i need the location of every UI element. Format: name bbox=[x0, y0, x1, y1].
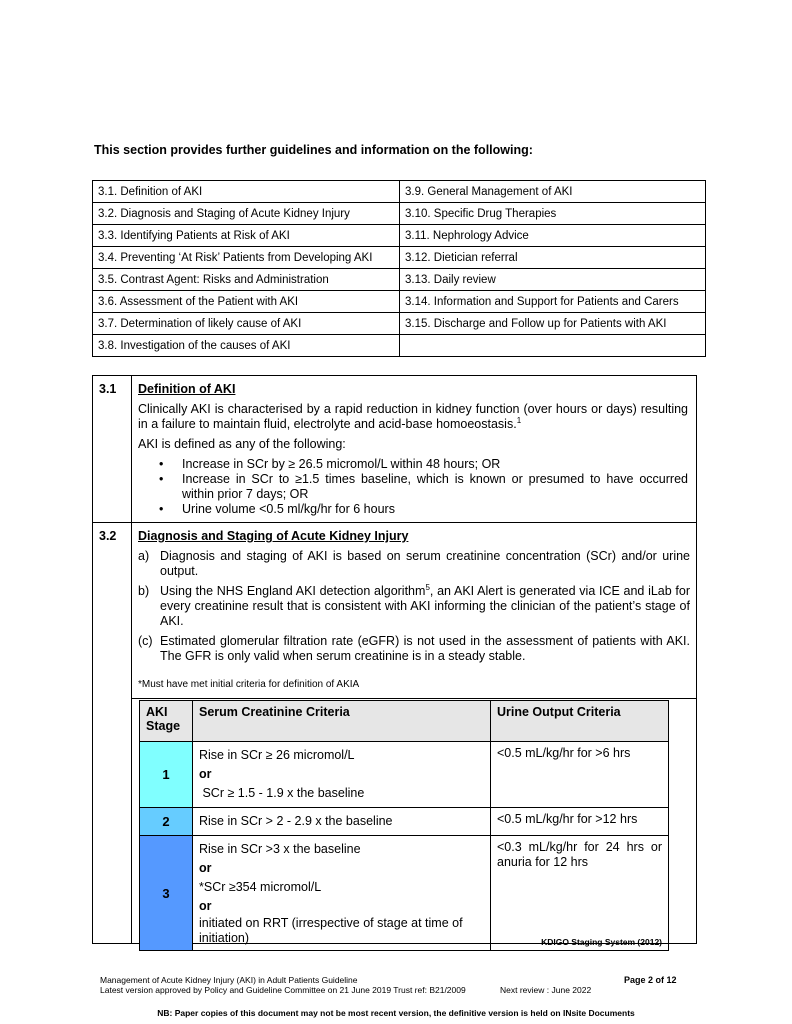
contents-cell: 3.13. Daily review bbox=[400, 269, 706, 291]
contents-cell bbox=[400, 335, 706, 357]
stage-cell: 3 bbox=[140, 836, 193, 951]
table-row bbox=[140, 808, 669, 836]
divider bbox=[131, 376, 132, 522]
section-number: 3.1 bbox=[99, 382, 117, 396]
aki-staging-table bbox=[139, 700, 669, 951]
column-header: Urine Output Criteria bbox=[491, 701, 669, 742]
list-item: • Increase in SCr by ≥ 26.5 micromol/L within 48 hours; OR bbox=[159, 457, 688, 472]
contents-cell: 3.2. Diagnosis and Staging of Acute Kidney Injury bbox=[93, 203, 400, 225]
contents-cell: 3.7. Determination of likely cause of AKI bbox=[93, 313, 400, 335]
table-row bbox=[93, 181, 706, 203]
footer-title: Management of Acute Kidney Injury (AKI) in Adult Patients Guideline bbox=[100, 975, 358, 985]
row-divider bbox=[131, 698, 696, 699]
column-header: Serum Creatinine Criteria bbox=[193, 701, 491, 742]
urine-cell: <0.3 mL/kg/hr for 24 hrs or anuria for 12 hrs KDIGO Staging System (2012) bbox=[491, 836, 669, 951]
contents-cell: 3.8. Investigation of the causes of AKI bbox=[93, 335, 400, 357]
creatinine-cell: Rise in SCr >3 x the baseline or *SCr ≥354 micromol/L or initiated on RRT (irrespective of stage at time of initiation) bbox=[193, 836, 491, 951]
section-3-1 bbox=[93, 376, 696, 522]
footnote: *Must have met initial criteria for definition of AKIA bbox=[138, 679, 360, 690]
table-row bbox=[93, 247, 706, 269]
contents-cell: 3.4. Preventing ‘At Risk’ Patients from Developing AKI bbox=[93, 247, 400, 269]
list-item-a: a) Diagnosis and staging of AKI is based on serum creatinine concentration (SCr) and/or urine output. bbox=[138, 549, 690, 578]
contents-cell: 3.11. Nephrology Advice bbox=[400, 225, 706, 247]
reference-mark: 1 bbox=[516, 416, 522, 425]
table-row bbox=[93, 269, 706, 291]
urine-cell: <0.5 mL/kg/hr for >12 hrs bbox=[491, 808, 669, 836]
list-item-c: (c) Estimated glomerular filtration rate (eGFR) is not used in the assessment of patients with AKI. The GFR is only valid when serum creatinine is in a steady stable. bbox=[138, 634, 690, 663]
section-title: Diagnosis and Staging of Acute Kidney Injury bbox=[138, 529, 409, 543]
page-footer bbox=[100, 975, 690, 995]
table-row bbox=[93, 313, 706, 335]
definition-list bbox=[159, 457, 688, 517]
definition-intro: AKI is defined as any of the following: bbox=[138, 437, 346, 451]
table-row bbox=[93, 225, 706, 247]
contents-cell: 3.6. Assessment of the Patient with AKI bbox=[93, 291, 400, 313]
page-number: Page 2 of 12 bbox=[624, 975, 677, 985]
contents-cell: 3.3. Identifying Patients at Risk of AKI bbox=[93, 225, 400, 247]
stage-cell: 2 bbox=[140, 808, 193, 836]
contents-cell: 3.5. Contrast Agent: Risks and Administration bbox=[93, 269, 400, 291]
section-number: 3.2 bbox=[99, 529, 117, 543]
table-row bbox=[93, 291, 706, 313]
contents-table bbox=[92, 180, 706, 357]
creatinine-cell: Rise in SCr > 2 - 2.9 x the baseline bbox=[193, 808, 491, 836]
contents-cell: 3.12. Dietician referral bbox=[400, 247, 706, 269]
table-row bbox=[140, 836, 669, 951]
contents-cell: 3.1. Definition of AKI bbox=[93, 181, 400, 203]
footer-approval: Latest version approved by Policy and Guideline Committee on 21 June 2019 Trust ref: B21/2009 bbox=[100, 985, 466, 995]
intro-text: This section provides further guidelines and information on the following: bbox=[94, 143, 533, 157]
table-row bbox=[93, 335, 706, 357]
next-review: Next review : June 2022 bbox=[500, 985, 592, 995]
divider bbox=[131, 523, 132, 943]
footer-note: NB: Paper copies of this document may not be most recent version, the definitive version is held on INsite Documents bbox=[157, 1008, 635, 1018]
list-item: • Urine volume <0.5 ml/kg/hr for 6 hours bbox=[159, 502, 688, 517]
list-item-b: b) Using the NHS England AKI detection algorithm$^5$, an AKI Alert is generated via ICE and iLab for every creatinine result that is consistent with AKI informing the clinician of the patient’s stage of AKI. bbox=[138, 583, 690, 628]
table-source: KDIGO Staging System (2012) bbox=[541, 937, 662, 947]
contents-cell: 3.10. Specific Drug Therapies bbox=[400, 203, 706, 225]
column-header: AKI Stage bbox=[140, 701, 193, 742]
stage-cell: 1 bbox=[140, 742, 193, 808]
creatinine-cell: Rise in SCr ≥ 26 micromol/L or SCr ≥ 1.5 - 1.9 x the baseline bbox=[193, 742, 491, 808]
table-header-row bbox=[140, 701, 669, 742]
contents-cell: 3.9. General Management of AKI bbox=[400, 181, 706, 203]
contents-cell: 3.14. Information and Support for Patients and Carers bbox=[400, 291, 706, 313]
table-row bbox=[140, 742, 669, 808]
list-item: • Increase in SCr to ≥1.5 times baseline, which is known or presumed to have occurred within prior 7 days; OR bbox=[159, 472, 688, 502]
section-body bbox=[138, 529, 690, 692]
urine-cell: <0.5 mL/kg/hr for >6 hrs bbox=[491, 742, 669, 808]
sections-table bbox=[92, 375, 697, 947]
section-body bbox=[138, 382, 688, 517]
contents-cell: 3.15. Discharge and Follow up for Patients with AKI bbox=[400, 313, 706, 335]
reference-mark: 5 bbox=[425, 583, 430, 592]
table-row bbox=[93, 203, 706, 225]
section-title: Definition of AKI bbox=[138, 382, 236, 396]
definition-paragraph: Clinically AKI is characterised by a rapid reduction in kidney function (over hours or days) resulting in a failure to maintain fluid, electrolyte and acid-base homoeostasis.$^1$ bbox=[138, 402, 688, 431]
